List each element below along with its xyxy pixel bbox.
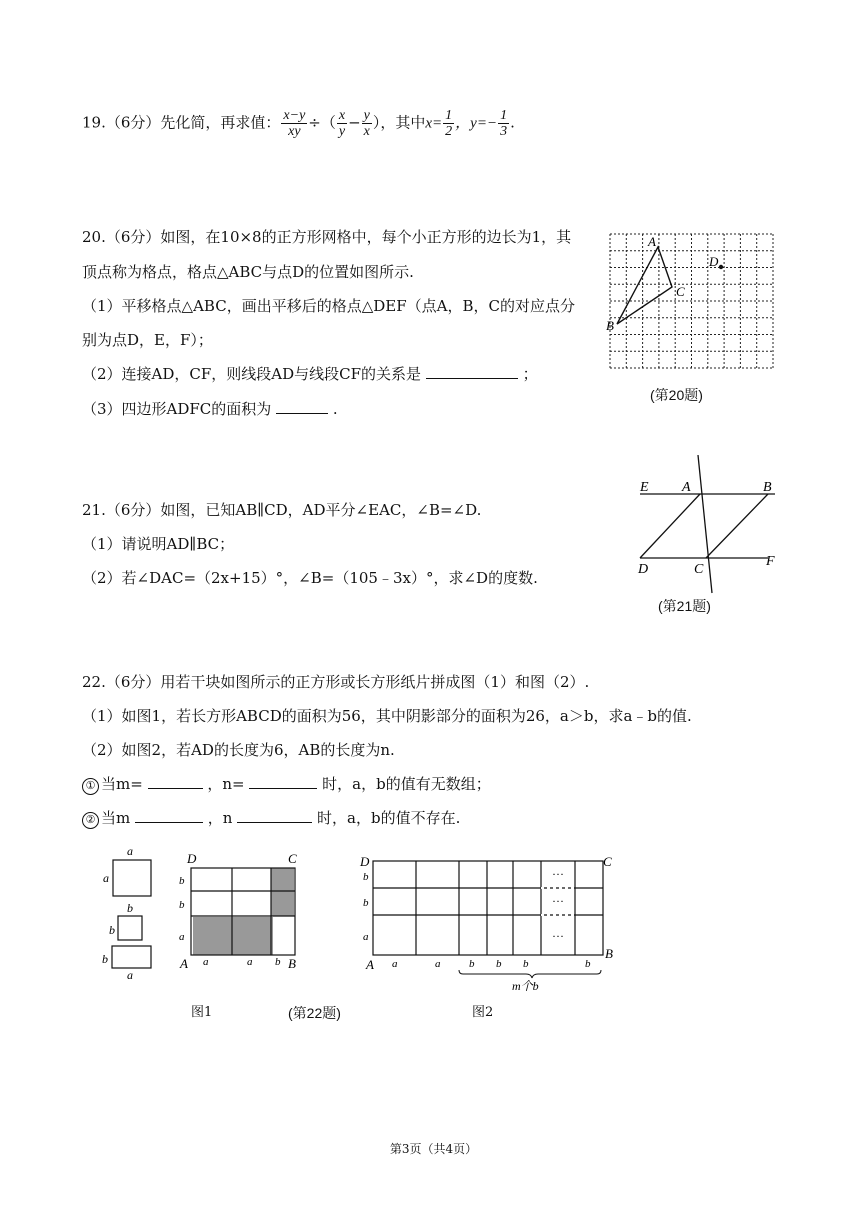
svg-text:B: B [605, 946, 613, 961]
point-d [719, 265, 723, 269]
triangle-abc [617, 247, 672, 324]
q20-line4: 别为点D，E，F）； [82, 331, 213, 349]
q20-grid-figure [600, 226, 785, 376]
svg-text:b: b [127, 901, 133, 915]
label-b: B [606, 318, 614, 333]
q22-line1: 22.（6分）用若干块如图所示的正方形或长方形纸片拼成图（1）和图（2）. [82, 673, 590, 691]
svg-text:a: a [203, 956, 209, 968]
svg-text:b: b [523, 958, 529, 970]
svg-text:A: A [180, 956, 188, 971]
svg-text:b: b [109, 923, 115, 937]
fig2-caption: 图2 [472, 1005, 494, 1020]
fig1-caption: 图1 [191, 1005, 213, 1020]
svg-text:D: D [187, 851, 197, 866]
q19-frac4: $\frac{1}{2}$ [445, 108, 453, 139]
q19-text: 19.（6分）先化简，再求值： $\frac{x-y}{xy}$ ÷（ $\frac{x}{y}$ − $\frac{y}{x}$ ），其中x= $\frac{1}{2}$ ，y=− $\frac{1}{3}$ . [82, 108, 515, 139]
q20-line6: （3）四边形ADFC的面积为 . [82, 400, 338, 418]
q21-line3: （2）若∠DAC=（2x+15）°，∠B=（105﹣3x）°，求∠D的度数. [82, 569, 538, 587]
q19-head: 19.（6分）先化简，再求值： [82, 113, 281, 132]
label-e: E [640, 480, 649, 495]
q20-blank1 [426, 377, 518, 379]
q19-frac3: $\frac{y}{x}$ [363, 108, 370, 139]
svg-text:a: a [127, 968, 133, 982]
q20-grid [610, 234, 773, 368]
q20-blank2 [276, 412, 328, 414]
svg-text:b: b [102, 952, 108, 966]
q22-line3: （2）如图2，若AD的长度为6，AB的长度为n. [82, 741, 395, 759]
q21-line1: 21.（6分）如图，已知AB∥CD，AD平分∠EAC，∠B=∠D. [82, 501, 482, 519]
label-c: C [676, 284, 685, 299]
piece-square-b [118, 916, 142, 940]
label-a: A [682, 480, 691, 495]
q20-line3: （1）平移格点△ABC，画出平移后的格点△DEF（点A，B，C的对应点分 [82, 297, 575, 315]
q20-line5: （2）连接AD，CF，则线段AD与线段CF的关系是 ； [82, 365, 538, 383]
page-footer: 第3页（共4页） [389, 1142, 478, 1156]
q21-caption: (第21题) [658, 598, 711, 614]
svg-text:b: b [363, 897, 369, 909]
fig2-rect-abcd [373, 861, 603, 955]
label-d: D [638, 562, 649, 577]
q19-frac2: $\frac{x}{y}$ [338, 108, 346, 139]
svg-text:A: A [366, 957, 374, 972]
svg-text:C: C [288, 851, 297, 866]
q20-line1: 20.（6分）如图，在10×8的正方形网格中，每个小正方形的边长为1，其 [82, 228, 572, 246]
svg-text:b: b [469, 958, 475, 970]
svg-text:B: B [288, 956, 296, 971]
svg-text:a: a [103, 871, 109, 885]
svg-text:a: a [363, 931, 369, 943]
svg-text:b: b [275, 956, 281, 968]
svg-text:a: a [247, 956, 253, 968]
q19-frac5: $\frac{1}{3}$ [500, 108, 508, 139]
svg-text:b: b [585, 958, 591, 970]
q22-line2: （1）如图1，若长方形ABCD的面积为56，其中阴影部分的面积为26，a＞b，求a﹣b的值. [82, 707, 692, 725]
q22-item2: ② 当m ，n 时，a，b的值不存在. [82, 807, 460, 829]
q22-item1: ① 当m= ，n= 时，a，b的值有无数组； [82, 773, 491, 795]
svg-text:C: C [603, 854, 612, 869]
svg-text:b: b [496, 958, 502, 970]
dots-1: ··· [552, 867, 564, 881]
label-c: C [694, 562, 704, 577]
dots-2: ··· [552, 894, 564, 908]
svg-text:b: b [179, 875, 185, 887]
svg-text:a: a [127, 844, 133, 858]
q22-figures [95, 842, 625, 992]
svg-text:a: a [179, 931, 185, 943]
svg-text:D: D [360, 854, 370, 869]
svg-text:b: b [363, 871, 369, 883]
q19-frac1: $\frac{x-y}{xy}$ [283, 108, 306, 139]
brace [459, 970, 601, 978]
svg-text:b: b [179, 899, 185, 911]
svg-text:a: a [435, 958, 441, 970]
brace-label: m个b [512, 979, 539, 992]
q20-caption: (第20题) [650, 387, 703, 403]
q21-line2: （1）请说明AD∥BC； [82, 535, 235, 553]
piece-rect-ab [112, 946, 151, 968]
label-b: B [763, 480, 772, 495]
label-f: F [766, 554, 775, 569]
dots-3: ··· [552, 929, 564, 943]
label-d: D [709, 254, 719, 269]
q22-caption: (第22题) [288, 1005, 341, 1021]
svg-text:a: a [392, 958, 398, 970]
q21-figure [630, 455, 790, 595]
piece-square-a [113, 860, 151, 896]
label-a: A [648, 234, 656, 249]
q20-line2: 顶点称为格点，格点△ABC与点D的位置如图所示. [82, 263, 414, 281]
